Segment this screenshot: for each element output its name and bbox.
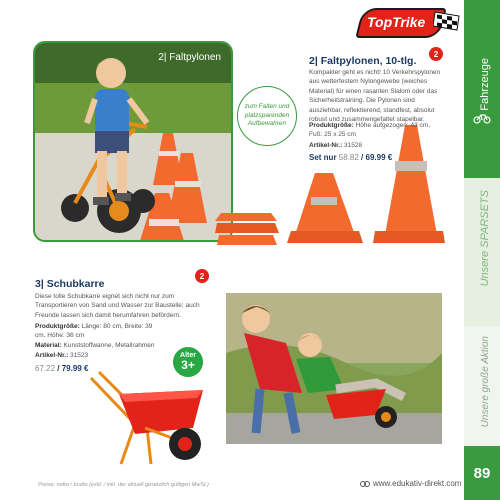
bicycle-icon <box>473 112 491 124</box>
product3-price-old: 67.22 <box>35 364 56 373</box>
website-link[interactable]: www.edukativ-direkt.com <box>373 479 462 488</box>
brand-logo <box>359 8 467 40</box>
product2-size <box>309 121 444 139</box>
product2-description: Kompakter geht es nicht! 10 Verkehrspylonen aus wetterfestem Nylongewebe (weiches Material) für einen rasanten Slalom oder das Sicherheitstraining. Die Pylonen sind ausziehbar, reflektierend, standfest, absolut robust und zusammengefaltet stapelbar. <box>309 69 441 124</box>
product3-material-label: Material: <box>35 342 62 349</box>
product3-description: Diese tolle Schubkarre eignet sich nicht nur zum Transportieren von Sand und Wasser zur Baustelle; auch Freunde lassen sich damit herumfahren befördern. <box>35 293 200 319</box>
website-logo-icon <box>360 480 370 488</box>
hero-illustration <box>35 43 233 242</box>
logo-text: TopTrike <box>367 14 426 30</box>
hero-caption: 2| Faltpylonen <box>158 52 221 63</box>
product2-price-old: 58.82 <box>338 153 359 162</box>
kids-wheelbarrow-photo <box>226 293 442 444</box>
product2-article <box>309 141 362 150</box>
kids-photo-illustration <box>226 293 442 444</box>
age-value: 3+ <box>181 358 195 372</box>
age-badge-number: 2 <box>199 272 205 281</box>
product2-price-prefix: Set nur <box>309 153 337 162</box>
folding-note-text: zum Falten und platzsparenden Aufbewahren <box>244 103 290 128</box>
product3-article-value: 31523 <box>70 352 89 359</box>
product3-price: 67.22 / 79.99 € <box>35 364 89 373</box>
product3-price-new: 79.99 € <box>61 364 89 373</box>
product3-size-label: Produktgröße: <box>35 323 80 330</box>
product3-material <box>35 341 185 350</box>
product2-article-label: Artikel-Nr.: <box>309 142 343 149</box>
product2-size-label: Produktgröße: <box>309 122 354 129</box>
product2-size-value: Höhe aufgezogen: 43 cm, Fuß: 25 x 25 cm <box>309 122 431 139</box>
product3-title: 3| Schubkarre <box>35 278 105 290</box>
website-footer[interactable] <box>360 479 461 488</box>
product3-size <box>35 322 155 340</box>
age-label: Alter <box>180 352 196 359</box>
section-label-fahrzeuge: Fahrzeuge <box>479 58 491 111</box>
wheelbarrow-image <box>85 368 215 468</box>
hero-photo-faltpylonen <box>33 41 233 242</box>
age-badge-icon <box>195 266 209 284</box>
product2-article-value: 31528 <box>344 142 363 149</box>
product2-title: 2| Faltpylonen, 10-tlg. <box>309 55 417 67</box>
product2-price: Set nur 58.82 / 69.99 € <box>309 153 393 162</box>
section-label-sparsets: Unsere SPARSETS <box>479 190 491 287</box>
product3-material-value: Kunststoffwanne, Metallrahmen <box>63 342 155 349</box>
product3-article-label: Artikel-Nr.: <box>35 352 69 359</box>
product2-price-new: 69.99 € <box>365 153 393 162</box>
checkered-flag-icon <box>433 10 463 36</box>
side-navigation-strip <box>464 0 500 500</box>
price-footnote: Preise: netto / brutto (exkl. / inkl. der aktuell gesetzlich gültigen MwSt.) <box>38 482 209 488</box>
age-badge-number: 2 <box>433 50 439 59</box>
page-number: 89 <box>464 446 500 500</box>
age-badge-icon <box>429 44 443 62</box>
product3-size-value: Länge: 80 cm, Breite: 39 cm, Höhe: 36 cm <box>35 323 153 340</box>
product3-article <box>35 351 88 360</box>
section-label-aktion: Unsere große Aktion <box>480 336 491 428</box>
